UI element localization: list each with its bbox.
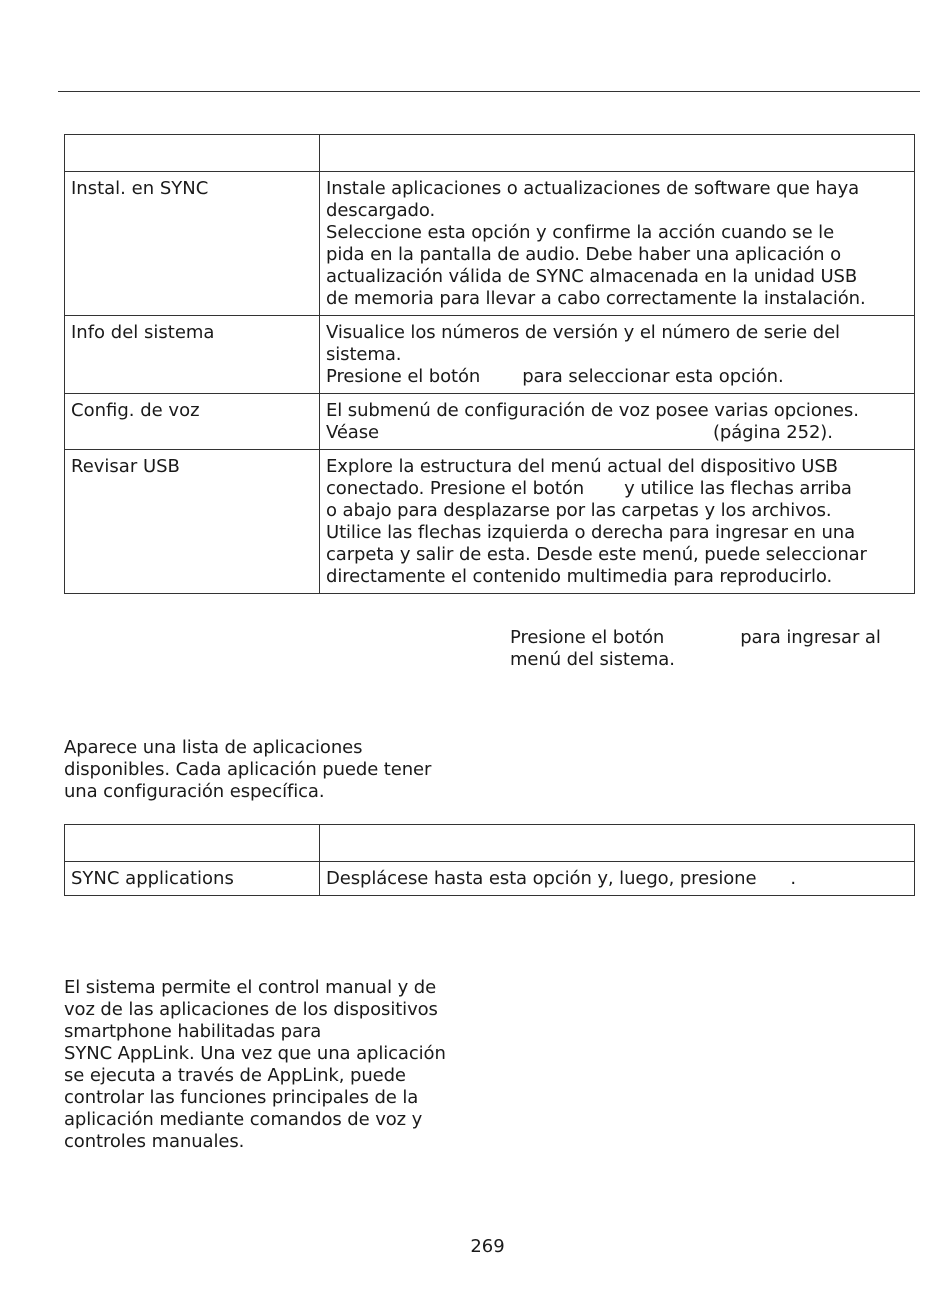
row-description — [320, 172, 915, 316]
paragraph-line: una configuración específica. — [64, 781, 325, 802]
page-number: 269 — [470, 1236, 505, 1257]
page-reference: (página 252). — [712, 422, 833, 443]
description-text: para seleccionar esta opción. — [522, 366, 784, 387]
paragraph-line: smartphone habilitadas para — [64, 1021, 322, 1042]
paragraph-line: aplicación mediante comandos de voz y — [64, 1109, 423, 1130]
paragraph-line: controles manuales. — [64, 1131, 245, 1152]
row-label: Info del sistema — [65, 316, 320, 394]
description-line: pida en la pantalla de audio. Debe haber una aplicación o — [326, 244, 842, 265]
paragraph-line: controlar las funciones principales de la — [64, 1087, 419, 1108]
header-cell-empty — [320, 135, 915, 172]
row-label: SYNC applications — [65, 862, 320, 896]
table-row — [65, 862, 915, 896]
description-text: Desplácese hasta esta opción y, luego, presione — [326, 868, 757, 889]
description-line: actualización válida de SYNC almacenada en la unidad USB — [326, 266, 858, 287]
table-row — [65, 316, 915, 394]
instruction-text: Presione el botón — [510, 627, 665, 648]
description-line — [326, 422, 908, 444]
instruction-line: menú del sistema. — [510, 649, 675, 670]
description-line: o abajo para desplazarse por las carpetas y los archivos. — [326, 500, 832, 521]
applink-paragraph — [64, 977, 446, 1153]
table-row — [65, 450, 915, 594]
header-cell-empty — [65, 825, 320, 862]
paragraph-line: Aparece una lista de aplicaciones — [64, 737, 363, 758]
row-description — [320, 862, 915, 896]
table-row — [65, 172, 915, 316]
sync-applications-table — [64, 824, 915, 896]
instruction-text: para ingresar al — [740, 627, 881, 648]
paragraph-line: disponibles. Cada aplicación puede tener — [64, 759, 432, 780]
description-line — [326, 478, 908, 500]
description-line: descargado. — [326, 200, 436, 221]
description-line: Visualice los números de versión y el número de serie del — [326, 322, 840, 343]
description-text: Presione el botón — [326, 366, 481, 387]
row-label: Config. de voz — [65, 394, 320, 450]
description-line: directamente el contenido multimedia para reproducirlo. — [326, 566, 833, 587]
applications-paragraph — [64, 737, 431, 803]
row-description — [320, 316, 915, 394]
table-header-row — [65, 135, 915, 172]
description-line: Utilice las flechas izquierda o derecha para ingresar en una — [326, 522, 855, 543]
header-cell-empty — [320, 825, 915, 862]
description-text: conectado. Presione el botón — [326, 478, 585, 499]
paragraph-line: se ejecuta a través de AppLink, puede — [64, 1065, 406, 1086]
description-line — [326, 366, 908, 388]
paragraph-line: El sistema permite el control manual y de — [64, 977, 437, 998]
description-line: carpeta y salir de esta. Desde este menú, puede seleccionar — [326, 544, 867, 565]
paragraph-line: voz de las aplicaciones de los dispositivos — [64, 999, 438, 1020]
description-line: El submenú de configuración de voz posee varias opciones. — [326, 400, 859, 421]
cross-reference-text: Véase — [326, 422, 379, 443]
description-text: y utilice las flechas arriba — [624, 478, 852, 499]
description-line: Instale aplicaciones o actualizaciones de software que haya — [326, 178, 860, 199]
description-text: . — [790, 868, 797, 889]
row-label: Revisar USB — [65, 450, 320, 594]
row-description — [320, 394, 915, 450]
row-description — [320, 450, 915, 594]
settings-table — [64, 134, 915, 594]
description-line — [326, 868, 908, 890]
description-line: de memoria para llevar a cabo correctamente la instalación. — [326, 288, 866, 309]
instruction-line — [510, 627, 881, 649]
table-row — [65, 394, 915, 450]
header-rule — [58, 91, 920, 92]
description-line: Seleccione esta opción y confirme la acción cuando se le — [326, 222, 835, 243]
table-header-row — [65, 825, 915, 862]
paragraph-line: SYNC AppLink. Una vez que una aplicación — [64, 1043, 446, 1064]
row-label: Instal. en SYNC — [65, 172, 320, 316]
menu-instruction — [510, 627, 881, 671]
description-line: Explore la estructura del menú actual del dispositivo USB — [326, 456, 838, 477]
description-line: sistema. — [326, 344, 402, 365]
header-cell-empty — [65, 135, 320, 172]
